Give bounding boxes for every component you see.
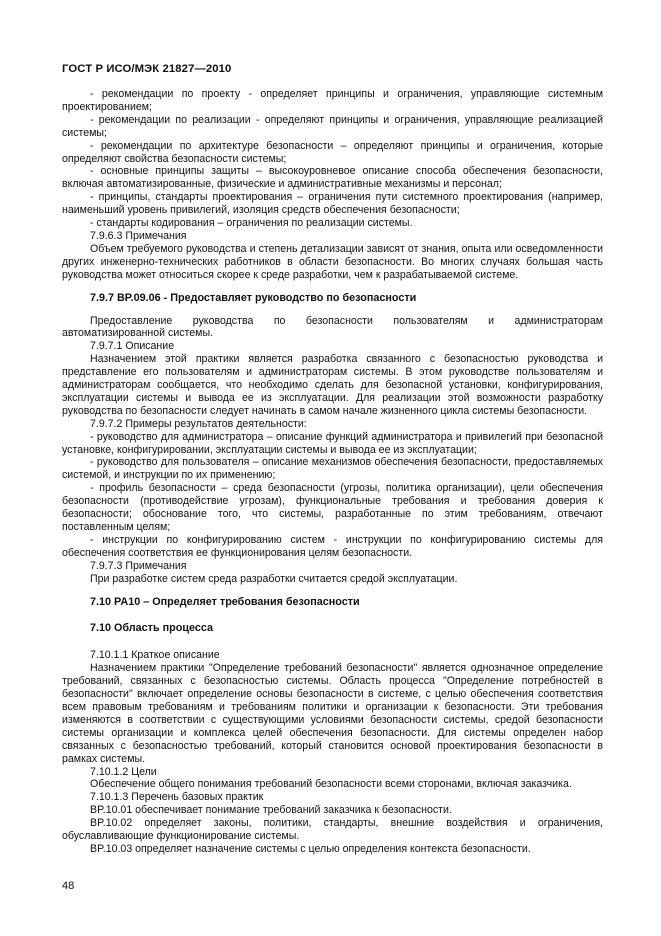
section-heading: 7.9.7 BP.09.06 - Предоставляет руководство по безопасности [90,291,417,304]
subsection-label: 7.9.7.3 Примечания [90,559,187,572]
paragraph: - инструкции по конфигурированию систем - инструкции по конфигурированию системы для обеспечения соответствия ее функционирования целям безопасности. [62,533,603,559]
paragraph: - руководство для пользователя – описание механизмов обеспечения безопасности, предоставляемых системой, и инструкции по их применению; [62,456,603,482]
subsection-label: 7.10.1.1 Краткое описание [90,649,220,662]
paragraph: Обеспечение общего понимания требований безопасности всеми сторонами, включая заказчика. [90,778,572,791]
paragraph: При разработке систем среда разработки считается средой эксплуатации. [90,572,458,585]
paragraph: Назначением практики "Определение требований безопасности" является однозначное определение требований, связанных с безопасностью системы. Область процесса "Определение потребностей в безопасности" включает определение основы безопасности в системе, с целью обеспечения соответствия всем правовым требованиям и требованиям политики и организации к безопасности. Эти требования изменяются в соответствии с существующими условиями безопасности системы, средой безопасности системы организации и комплекса целей обеспечения безопасности. Для системы определен набор связанных с безопасностью требований, который становится основой проектирования безопасности в рамках системы. [62,662,603,765]
document-header: ГОСТ Р ИСО/МЭК 21827—2010 [62,63,232,75]
paragraph: - рекомендации по реализации - определяют принципы и ограничения, управляющие реализацией системы; [62,113,603,139]
paragraph: Предоставление руководства по безопасности пользователям и администраторам автоматизированной системы. [62,314,603,340]
paragraph: - профиль безопасности – среда безопасности (угрозы, политика организации), цели обеспечения безопасности (противодействие угрозам), функциональные требования и требования доверия к безопасности; обоснование того, что системы, разработанные по этим требованиям, отвечают поставленным целям; [62,482,603,533]
paragraph: BP.10.01 обеспечивает понимание требований заказчика к безопасности. [90,804,452,817]
section-heading: 7.10 Область процесса [90,622,213,635]
paragraph: - руководство для администратора – описание функций администратора и привилегий при безопасной установке, конфигурировании, эксплуатации системы и вывода ее из эксплуатации; [62,430,603,456]
page-body [62,88,603,856]
paragraph: - рекомендации по проекту - определяет принципы и ограничения, управляющие системным проектированием; [62,88,603,113]
paragraph: BP.10.02 определяет законы, политики, стандарты, внешние воздействия и ограничения, обуславливающие функционирование системы. [62,817,603,843]
subsection-label: 7.10.1.3 Перечень базовых практик [90,791,264,804]
paragraph: - основные принципы защиты – высокоуровневое описание способа обеспечения безопасности, включая автоматизированные, физические и административные механизмы и персонал; [62,165,603,191]
paragraph: Назначением этой практики является разработка связанного с безопасностью руководства и представление его пользователям и администраторам системы. В этом руководстве пользователям и администраторам сообщается, что необходимо сделать для безопасной установки, конфигурирования, эксплуатации системы и вывода ее из эксплуатации. Для реализации этой возможности разработку руководства по безопасности следует начинать в самом начале жизненного цикла системы безопасности. [62,353,603,417]
subsection-label: 7.9.6.3 Примечания [90,229,187,242]
section-heading: 7.10 PA10 – Определяет требования безопасности [90,595,360,608]
paragraph: - принципы, стандарты проектирования – ограничения пути системного проектирования (например, наименьший уровень привилегий, изоляция средств обеспечения безопасности; [62,191,603,217]
page-number: 48 [62,880,75,892]
paragraph: Объем требуемого руководства и степень детализации зависят от знания, опыта или осведомленности других инженерно-технических работников в области безопасности. Во многих случаях большая часть руководства может относиться скорее к среде разработки, чем к разрабатываемой системе. [62,242,603,281]
paragraph: - рекомендации по архитектуре безопасности – определяют принципы и ограничения, которые определяют свойства безопасности системы; [62,139,603,165]
subsection-label: 7.9.7.1 Описание [90,340,175,353]
paragraph: - стандарты кодирования – ограничения по реализации системы. [90,217,413,230]
paragraph: BP.10.03 определяет назначение системы с целью определения контекста безопасности. [90,842,531,855]
subsection-label: 7.10.1.2 Цели [90,765,157,778]
subsection-label: 7.9.7.2 Примеры результатов деятельности: [90,417,307,430]
